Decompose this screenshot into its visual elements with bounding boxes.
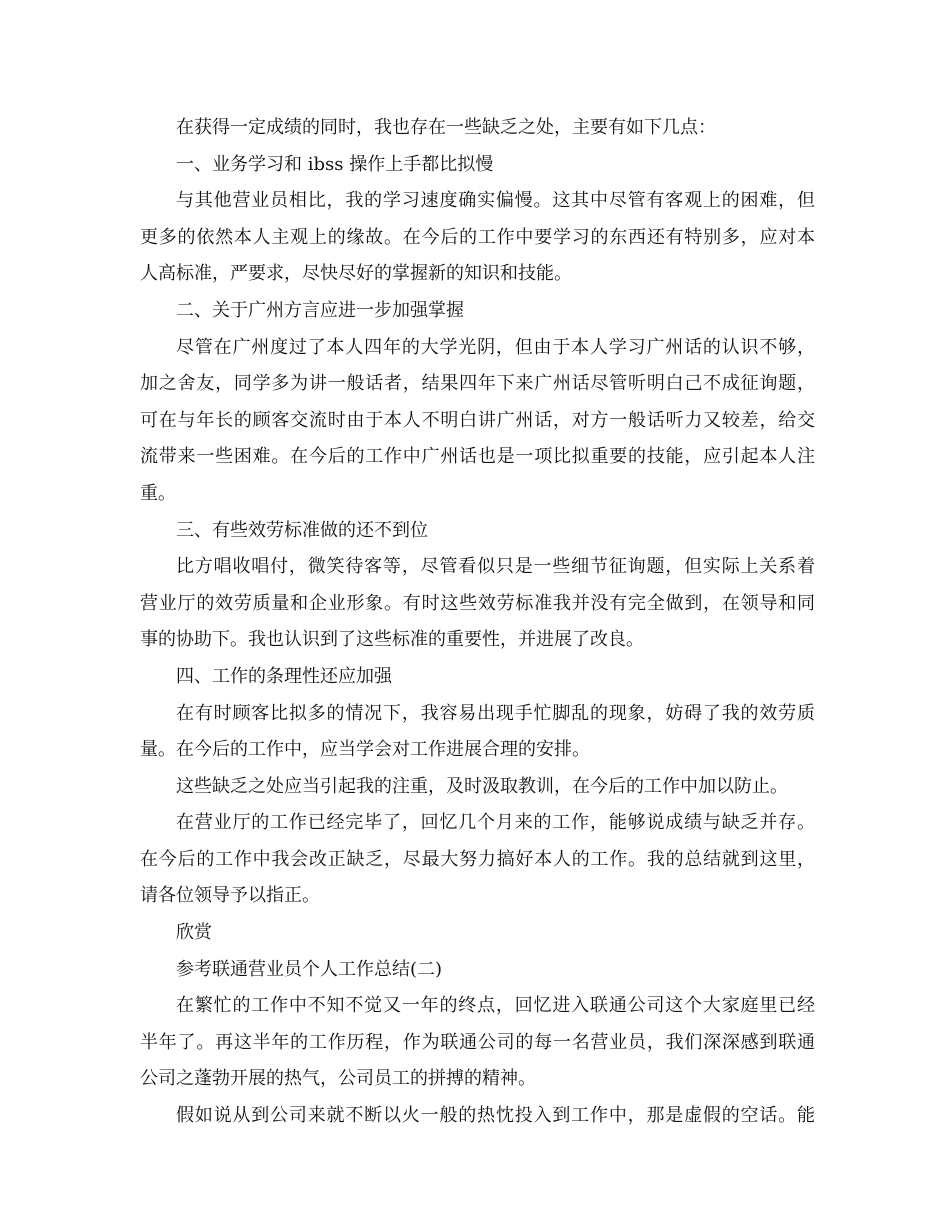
paragraph-line: 事的协助下。我也认识到了这些标准的重要性，并进展了改良。: [140, 629, 644, 651]
document-page: [140, 110, 815, 1135]
paragraph-line: 在繁忙的工作中不知不觉又一年的终点，回忆进入联通公司这个大家庭里已经: [176, 995, 815, 1017]
section-title: 参考联通营业员个人工作总结(二): [176, 958, 443, 980]
paragraph-line: 在有时顾客比拟多的情况下，我容易出现手忙脚乱的现象，妨碍了我的效劳质: [176, 702, 815, 724]
paragraph-line: 公司之蓬勃开展的热气，公司员工的拼搏的精神。: [140, 1068, 536, 1090]
heading-3: 三、有些效劳标准做的还不到位: [176, 519, 428, 541]
heading-4: 四、工作的条理性还应加强: [176, 665, 392, 687]
paragraph-intro: 在获得一定成绩的同时，我也存在一些缺乏之处，主要有如下几点：: [176, 117, 716, 138]
paragraph-line: 人高标准，严要求，尽快尽好的掌握新的知识和技能。: [140, 263, 572, 285]
paragraph-line: 请各位领导予以指正。: [140, 885, 320, 907]
paragraph-line: 半年了。再这半年的工作历程，作为联通公司的每一名营业员，我们深深感到联通: [140, 1031, 815, 1053]
paragraph-line: 这些缺乏之处应当引起我的注重，及时汲取教训，在今后的工作中加以防止。: [176, 775, 788, 797]
paragraph-line: 可在与年长的顾客交流时由于本人不明白讲广州话，对方一般话听力又较差，给交: [140, 409, 815, 431]
paragraph-line: 与其他营业员相比，我的学习速度确实偏慢。这其中尽管有客观上的困难，但: [176, 190, 815, 212]
paragraph-line: 量。在今后的工作中，应当学会对工作进展合理的安排。: [140, 739, 590, 761]
paragraph-line: 更多的依然本人主观上的缘故。在今后的工作中要学习的东西还有特别多，应对本: [140, 226, 815, 248]
paragraph-line: 在今后的工作中我会改正缺乏，尽最大努力搞好本人的工作。我的总结就到这里，: [140, 848, 815, 870]
paragraph-line: 重。: [140, 482, 176, 504]
paragraph-line: 流带来一些困难。在今后的工作中广州话也是一项比拟重要的技能，应引起本人注: [140, 446, 815, 468]
paragraph-line: 营业厅的效劳质量和企业形象。有时这些效劳标准我并没有完全做到，在领导和同: [140, 592, 815, 614]
paragraph-line: 比方唱收唱付，微笑待客等，尽管看似只是一些细节征询题，但实际上关系着: [176, 556, 815, 578]
paragraph-line: 加之舍友，同学多为讲一般话者，结果四年下来广州话尽管听明白己不成征询题，: [140, 373, 815, 395]
heading-1: 一、业务学习和 ibss 操作上手都比拟慢: [176, 153, 494, 175]
heading-2: 二、关于广州方言应进一步加强掌握: [176, 299, 464, 321]
paragraph-line: 在营业厅的工作已经完毕了，回忆几个月来的工作，能够说成绩与缺乏并存。: [176, 812, 815, 834]
paragraph-line: 尽管在广州度过了本人四年的大学光阴，但由于本人学习广州话的认识不够，: [176, 336, 815, 358]
paragraph-line: 欣赏: [176, 922, 212, 944]
paragraph-line: 假如说从到公司来就不断以火一般的热忱投入到工作中，那是虚假的空话。能: [176, 1105, 815, 1127]
